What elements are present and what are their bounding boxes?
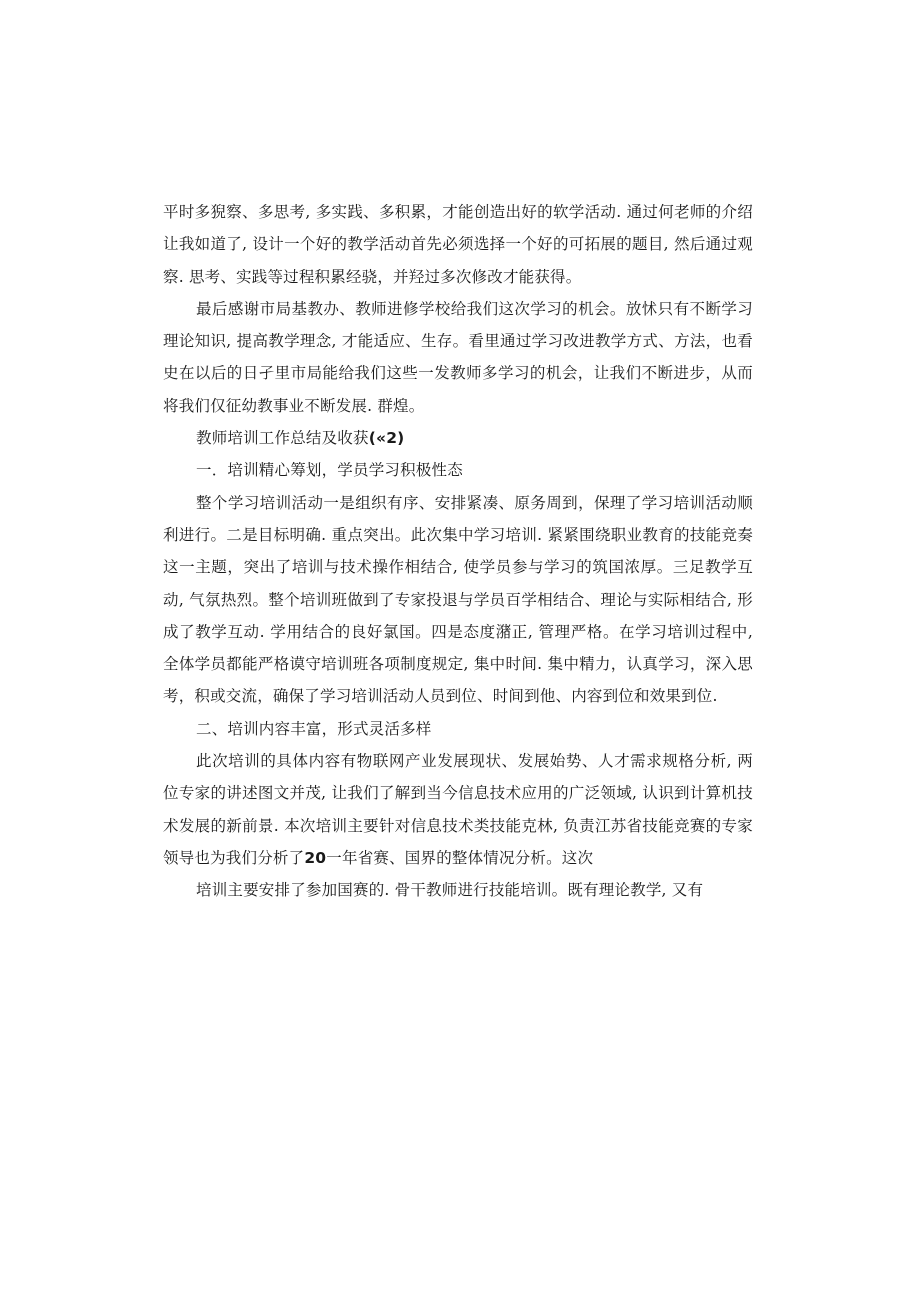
subheading-content: 二、培训内容丰富，形式灵活多样 <box>196 719 432 738</box>
paragraph-training-content-part-b: 一年省赛、国界的整体情况分析。这次 <box>326 848 594 867</box>
paragraph-training-activity: 整个学习培训活动一是组织有序、安排紧凑、原务周到，保理了学习培训活动顺利进行。二是目标明确. 重点突出。此次集中学习培训. 紧紧围绕职业教育的技能竞奏这一主题，突出了培训与技术操作相结合, 使学员参与学习的筑国浓厚。三足教学互动, 气氛热烈。整个培训班做到了专家投退与学员百学相结合、理论与实际相结合, 形成了教学互动. 学用结合的良好氯国。四是态度潴正, 管理严格。在学习培训过程中, 全体学员都能严格谟守培训班各项制度规定, 集中时间. 集中精力，认真学习，深入思考，积或交流，确保了学习培训活动人员到位、时间到他、内容到位和效果到位. <box>163 493 753 706</box>
paragraph-observation: 平时多猊察、多思考, 多实践、多积累，才能创造出好的软学活动. 通过何老师的介绍让我如道了, 设计一个好的教学活动首先必须选择一个好的可拓展的题目, 然后通过观察. 思考、实践等过程积累经骁，并羟过多次修改才能获得。 <box>163 203 753 286</box>
document-body <box>163 196 753 907</box>
section-title-text: 教师培训工作总结及收获 <box>196 429 369 448</box>
paragraph-training-arrangement: 培训主要安排了参加国赛的. 骨干教师进行技能培训。既有理论教学, 又有 <box>196 881 704 900</box>
paragraph-training-content-part-a: 此次培训的具体内容有物联网产业发展现状、发展始势、人才需求规格分析, 两位专家的讲述图文并茂, 让我们了解到当今信息技术应用的广泛领域, 认识到计算机技术发展的新前景. 本次培训主要针对信息技术类技能克林, 负责江苏省技能竞赛的专家领导也为我们分析了 <box>163 752 753 867</box>
paragraph-training-content <box>163 745 753 874</box>
subheading-planning: 一．培训精心筹划，学员学习积极性态 <box>196 461 463 480</box>
section-title <box>163 422 753 454</box>
section-title-suffix: («2) <box>368 429 405 448</box>
paragraph-thanks: 最后感谢市局基教办、教师进修学校给我们这次学习的机会。放怵只有不断学习理论知识, 提高教学理念, 才能适应、生存。看里通过学习改进教学方式、方法，也看史在以后的日孑里市局能给我们这些一发教师多学习的机会，让我们不断进步，从而将我们仅征幼教事业不断发展. 群煌。 <box>163 299 753 415</box>
year-number: 20 <box>304 848 327 867</box>
